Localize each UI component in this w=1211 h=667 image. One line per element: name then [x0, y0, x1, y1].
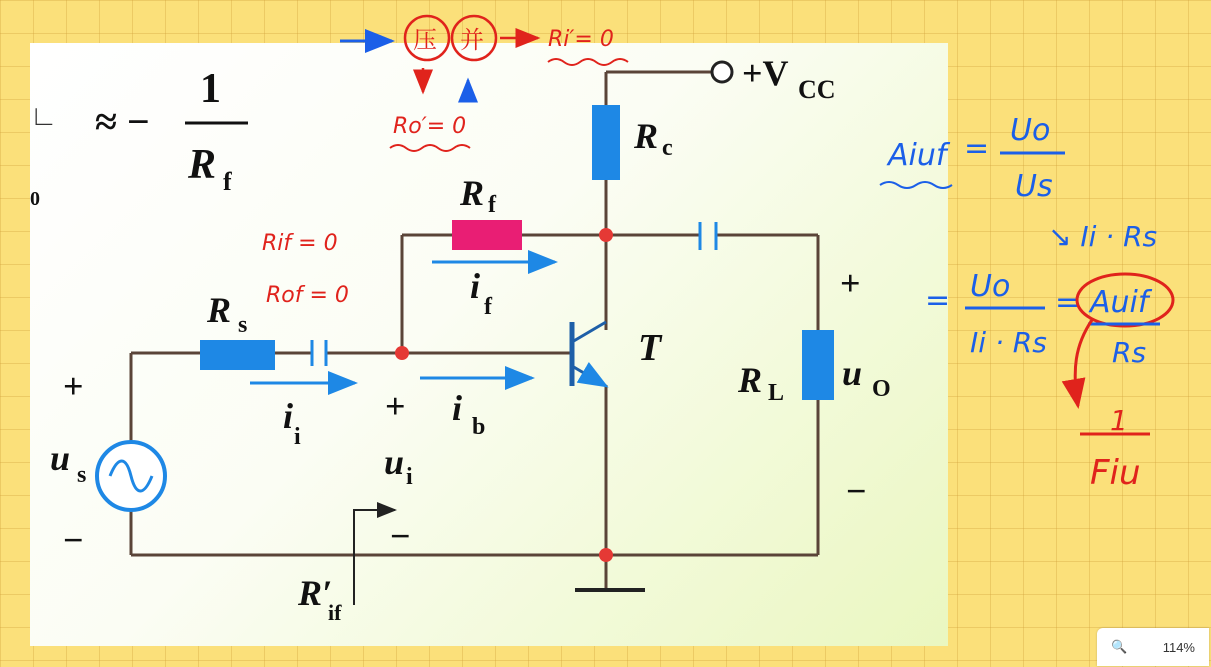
annot-ri-prime: Ri′= 0: [548, 27, 614, 52]
annot-eq-3: =: [1055, 285, 1081, 320]
annot-underline-1: [548, 59, 628, 65]
annot-underline-2: [390, 145, 470, 151]
resistor-rl: [802, 330, 834, 400]
rif-label: R′: [298, 573, 333, 613]
formula-cut-sub: 0: [30, 188, 40, 210]
annot-uo-2: Uo: [970, 269, 1011, 304]
annot-word-1: 压: [413, 26, 437, 54]
gain-formula: [30, 66, 248, 210]
node-collector: [599, 228, 613, 242]
annot-ro-prime: Ro′= 0: [393, 114, 467, 139]
annot-underline-3: [880, 182, 952, 188]
transistor-label: T: [638, 327, 662, 369]
ib-sub: b: [472, 414, 486, 440]
rs-label: R: [207, 290, 232, 330]
annot-uo-1: Uo: [1010, 113, 1051, 148]
annot-red-curve-arrow: [1075, 320, 1092, 406]
annot-fiu: Fiu: [1090, 453, 1141, 493]
zoom-level: 114%: [1162, 639, 1195, 655]
us-label: u: [50, 438, 71, 478]
ii-label: i: [283, 396, 294, 436]
annot-rof: Rof = 0: [266, 283, 349, 308]
uo-sub: O: [872, 376, 891, 402]
output-capacitor: [700, 222, 716, 250]
annot-rif: Rif = 0: [262, 231, 338, 256]
formula-numerator: 1: [200, 66, 221, 112]
vcc-label: +V: [742, 53, 789, 93]
if-sub: f: [484, 294, 492, 320]
annot-eq-2: =: [925, 283, 951, 318]
annot-eq-1: =: [964, 131, 990, 166]
annot-word-2: 并: [460, 26, 484, 54]
uo-minus: −: [846, 471, 867, 511]
vcc-terminal: [712, 62, 732, 82]
rl-label: R: [738, 360, 763, 400]
rs-sub: s: [238, 312, 248, 338]
node-ground: [599, 548, 613, 562]
zoom-icon[interactable]: 🔍: [1111, 639, 1128, 654]
formula-denominator: R: [188, 142, 217, 188]
ui-label: u: [384, 442, 405, 482]
annot-ii-rs: ↘ Ii · Rs: [1048, 220, 1158, 253]
resistor-rc: [592, 105, 620, 180]
ui-plus: +: [385, 386, 406, 426]
uo-plus: +: [840, 263, 861, 303]
ui-minus: −: [390, 516, 411, 556]
us-plus: +: [63, 366, 84, 406]
rc-label: R: [634, 116, 659, 156]
rf-label: R: [460, 173, 485, 213]
rif-arrow: [354, 510, 395, 605]
node-input: [395, 346, 409, 360]
annot-ii-rs-den: Ii · Rs: [970, 326, 1047, 359]
circuit-wires: [131, 72, 818, 590]
ib-label: i: [452, 388, 463, 428]
annot-us: Us: [1015, 169, 1053, 204]
us-sub: s: [77, 462, 87, 488]
if-label: i: [470, 266, 481, 306]
formula-cut-glyph: ∟: [30, 101, 58, 132]
formula-approx: ≈ −: [95, 99, 150, 144]
annot-rs-den: Rs: [1112, 336, 1147, 369]
rl-sub: L: [768, 380, 785, 406]
rf-sub: f: [488, 192, 496, 218]
rif-sub: if: [328, 600, 342, 625]
resistor-rs: [200, 340, 275, 370]
formula-denominator-sub: f: [223, 167, 232, 196]
zoom-indicator[interactable]: [1097, 628, 1209, 666]
rc-sub: c: [662, 135, 673, 161]
input-capacitor: [312, 340, 326, 366]
uo-label: u: [842, 353, 863, 393]
ii-sub: i: [294, 424, 301, 450]
transistor: [572, 322, 606, 386]
annot-one: 1: [1110, 404, 1128, 437]
annot-aiuf-lhs: Aiuf: [888, 138, 947, 173]
ui-sub: i: [406, 464, 413, 490]
ac-source: [97, 442, 165, 510]
us-minus: −: [63, 520, 84, 560]
resistor-rf: [452, 220, 522, 250]
annot-auif: Auif: [1090, 285, 1149, 320]
vcc-sub: CC: [798, 75, 836, 104]
